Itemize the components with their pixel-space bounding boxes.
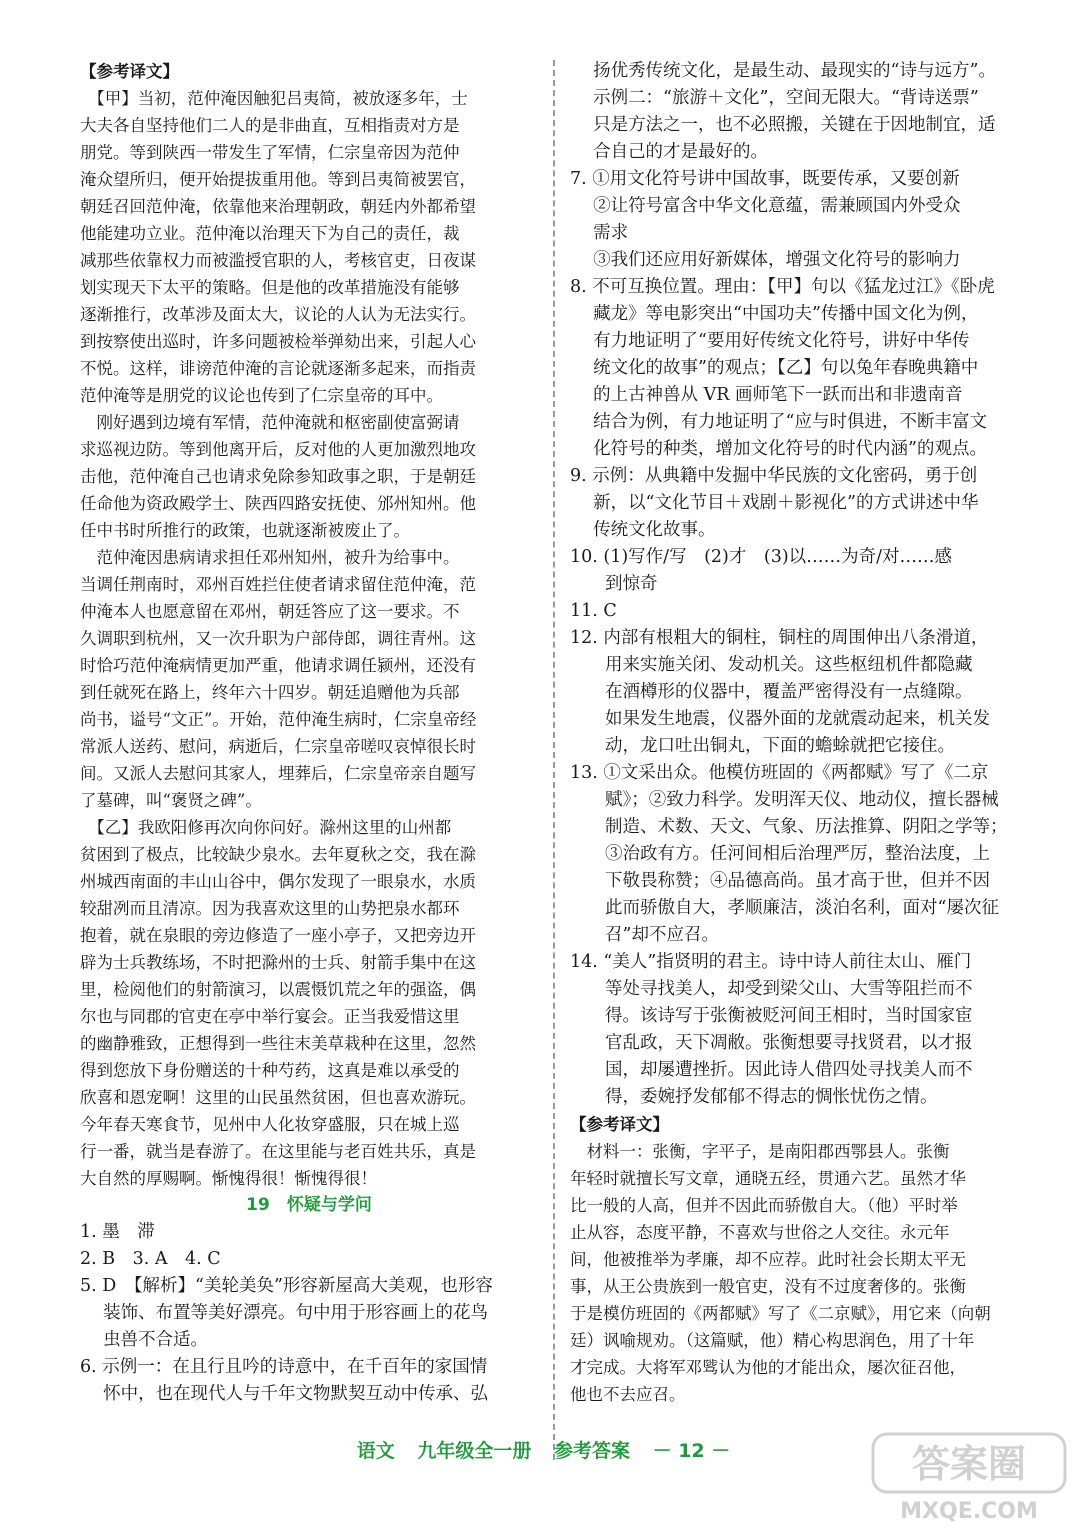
text-line: 求巡视边防。等到他离开后，反对他的人更加激烈地攻 bbox=[80, 440, 476, 459]
text-line: 比一般的人高，但并不因此而骄傲自大。（他）平时举 bbox=[570, 1196, 958, 1215]
text-line: 范仲淹等是朋党的议论也传到了仁宗皇帝的耳中。 bbox=[80, 386, 443, 405]
text-line: 5. D 【解析】“美轮美奂”形容新屋高大美观，也形容 bbox=[80, 1276, 493, 1296]
left-column bbox=[80, 58, 538, 1408]
footer-grade: 九年级全一册 bbox=[417, 1440, 532, 1462]
footer-label: 参考答案 bbox=[553, 1440, 630, 1462]
text-line: 2. B 3. A 4. C bbox=[80, 1249, 221, 1269]
text-line: 13. ①文采出众。他模仿班固的《两都赋》写了《二京 bbox=[570, 763, 989, 783]
section-header: 【参考译文】 bbox=[80, 62, 179, 81]
text-line: 用来实施关闭、发动机关。这些枢纽机件都隐藏 bbox=[570, 655, 973, 675]
text-line: 装饰、布置等美好漂亮。句中用于形容画上的花鸟 bbox=[80, 1303, 489, 1323]
text-line: 任中书时所推行的政策，也就逐渐被废止了。 bbox=[80, 521, 410, 540]
text-line: 朋党。等到陕西一带发生了军情，仁宗皇帝因为范仲 bbox=[80, 143, 460, 162]
text-line: 传统文化故事。 bbox=[570, 520, 716, 540]
text-line: 才完成。大将军邓骘认为他的才能出众，屡次征召他， bbox=[570, 1358, 966, 1377]
watermark-brand: 答案圈 bbox=[911, 1442, 1027, 1486]
text-line: 间，他被推举为孝廉，却不应荐。此时社会长期太平无 bbox=[570, 1250, 966, 1269]
text-line: 尚书，谥号“文正”。开始，范仲淹生病时，仁宗皇帝经 bbox=[80, 710, 477, 729]
text-line: 11. C bbox=[570, 601, 617, 621]
text-line: 他也不去应召。 bbox=[570, 1385, 686, 1404]
text-line: 常派人送药、慰问，病逝后，仁宗皇帝嗟叹哀悼很长时 bbox=[80, 737, 476, 756]
text-line: 此而骄傲自大，孝顺廉洁，淡泊名利，面对“屡次征 bbox=[570, 898, 999, 918]
text-line: ③治政有方。任河间相后治理严厉，整治法度，上 bbox=[570, 844, 990, 864]
text-line: 14. “美人”指贤明的君主。诗中诗人前往太山、雁门 bbox=[570, 952, 972, 972]
text-line: 不悦。这样，诽谤范仲淹的言论就逐渐多起来，而指责 bbox=[80, 359, 476, 378]
text-line: 扬优秀传统文化，是最生动、最现实的“诗与远方”。 bbox=[570, 61, 996, 81]
right-column bbox=[570, 58, 1028, 1408]
text-line: 到按察使出巡时，许多问题被检举弹劾出来，引起人心 bbox=[80, 332, 476, 351]
text-line: 化符号的种类，增加文化符号的时代内涵”的观点。 bbox=[570, 439, 988, 459]
text-line: 官乱政，天下凋敝。张衡想要寻找贤君，以才报 bbox=[570, 1033, 973, 1053]
text-line: 里，检阅他们的射箭演习，以震慑饥荒之年的强盗，偶 bbox=[80, 980, 476, 999]
footer-subject: 语文 bbox=[356, 1440, 395, 1462]
text-line: 范仲淹因患病请求担任邓州知州，被升为给事中。 bbox=[80, 548, 460, 567]
text-line: 大夫各自坚持他们二人的是非曲直，互相指责对方是 bbox=[80, 116, 460, 135]
text-line: 廷）讽喻规劝。（这篇赋，他）精心构思润色，用了十年 bbox=[570, 1331, 975, 1350]
text-line: 怀中，也在现代人与千年文物默契互动中传承、弘 bbox=[80, 1384, 489, 1404]
text-line: 到任就死在路上，终年六十四岁。朝廷追赠他为兵部 bbox=[80, 683, 460, 702]
column-divider bbox=[553, 60, 555, 1460]
watermark-logo bbox=[869, 1430, 1069, 1526]
text-line: 8. 不可互换位置。理由：【甲】句以《猛龙过江》《卧虎 bbox=[570, 277, 995, 297]
text-line: 间。又派人去慰问其家人，埋葬后，仁宗皇帝亲自题写 bbox=[80, 764, 476, 783]
text-line: 淹众望所归，便开始提拔重用他。等到吕夷简被罢官， bbox=[80, 170, 476, 189]
text-line: 今年春天寒食节，见州中人化妆穿盛服，只在城上巡 bbox=[80, 1115, 460, 1134]
text-line: 较甜冽而且清凉。因为我喜欢这里的山势把泉水都环 bbox=[80, 899, 460, 918]
text-line: 1. 墨 滞 bbox=[80, 1222, 155, 1242]
text-line: ②让符号富含中华文化意蕴，需兼顾国内外受众 bbox=[570, 196, 961, 216]
text-line: 于是模仿班固的《两都赋》写了《二京赋》，用它来（向朝 bbox=[570, 1304, 991, 1323]
text-line: 下敬畏称赞；④品德高尚。虽才高于世，但并不因 bbox=[570, 871, 990, 891]
text-line: 结合为例，有力地证明了“应与时俱进，不断丰富文 bbox=[570, 412, 988, 432]
text-line: 的幽静雅致，正想得到一些往末美草栽种在这里，忽然 bbox=[80, 1034, 476, 1053]
text-line: ③我们还应用好新媒体，增强文化符号的影响力 bbox=[570, 250, 961, 270]
text-line: 只是方法之一，也不必照搬，关键在于因地制宜，适 bbox=[570, 115, 996, 135]
text-line: 召”却不应召。 bbox=[570, 925, 719, 945]
text-line: 任命他为资政殿学士、陕西四路安抚使、邠州知州。他 bbox=[80, 494, 476, 513]
text-line: 仲淹本人也愿意留在邓州，朝廷答应了这一要求。不 bbox=[80, 602, 460, 621]
text-line: 刚好遇到边境有军情，范仲淹就和枢密副使富弼请 bbox=[80, 413, 460, 432]
text-line: 制造、术数、天文、气象、历法推算、阴阳之学等； bbox=[570, 817, 1008, 837]
text-line: 新，以“文化节目＋戏剧＋影视化”的方式讲述中华 bbox=[570, 493, 979, 513]
text-line: 12. 内部有根粗大的铜柱，铜柱的周围伸出八条滑道， bbox=[570, 628, 989, 648]
text-line: 事，从王公贵族到一般官吏，没有不过度奢侈的。张衡 bbox=[570, 1277, 966, 1296]
text-line: 得到您放下身份赠送的十种芍药，这真是难以承受的 bbox=[80, 1061, 460, 1080]
text-line: 7. ①用文化符号讲中国故事，既要传承，又要创新 bbox=[570, 169, 960, 189]
text-line: 在酒樽形的仪器中，覆盖严密得没有一点缝隙。 bbox=[570, 682, 973, 702]
text-line: 合自己的才是最好的。 bbox=[570, 142, 769, 162]
text-line: 【甲】当初，范仲淹因触犯吕夷简，被放逐多年，士 bbox=[80, 89, 468, 108]
text-line: 划实现天下太平的策略。但是他的改革措施没有能够 bbox=[80, 278, 460, 297]
text-line: 贫困到了极点，比较缺少泉水。去年夏秋之交，我在滁 bbox=[80, 845, 476, 864]
text-line: 【乙】我欧阳修再次向你问好。滁州这里的山州都 bbox=[80, 818, 452, 837]
watermark-url: MXQE.COM bbox=[900, 1499, 1038, 1524]
text-line: 止从容，态度平静，不喜欢与世俗之人交往。永元年 bbox=[570, 1223, 950, 1242]
text-line: 大自然的厚赐啊。惭愧得很！惭愧得很！ bbox=[80, 1169, 377, 1188]
text-line: 辟为士兵教练场，不时把滁州的士兵、射箭手集中在这 bbox=[80, 953, 476, 972]
text-line: 如果发生地震，仪器外面的龙就震动起来，机关发 bbox=[570, 709, 990, 729]
text-line: 赋》；②致力科学。发明浑天仪、地动仪，擅长器械 bbox=[570, 790, 999, 810]
text-line: 虫兽不合适。 bbox=[80, 1330, 209, 1350]
text-line: 抱着，就在泉眼的旁边修造了一座小亭子，又把旁边开 bbox=[80, 926, 476, 945]
text-line: 了墓碑，叫“褒贤之碑”。 bbox=[80, 791, 262, 810]
text-line: 藏龙》等电影突出“中国功夫”传播中国文化为例， bbox=[570, 304, 979, 324]
text-line: 他能建功立业。范仲淹以治理天下为自己的责任，裁 bbox=[80, 224, 460, 243]
text-line: 年轻时就擅长写文章，通晓五经，贯通六艺。虽然才华 bbox=[570, 1169, 966, 1188]
text-line: 州城西南面的丰山山谷中，偶尔发现了一眼泉水，水质 bbox=[80, 872, 476, 891]
text-line: 逐渐推行，改革涉及面太大，议论的人认为无法实行。 bbox=[80, 305, 476, 324]
text-line: 材料一：张衡，字平子，是南阳郡西鄂县人。张衡 bbox=[570, 1142, 950, 1161]
text-line: 动，龙口吐出铜丸，下面的蟾蜍就把它接住。 bbox=[570, 736, 955, 756]
text-line: 统文化的故事”的观点；【乙】句以兔年春晚典籍中 bbox=[570, 358, 979, 378]
text-line: 朝廷召回范仲淹，依靠他来治理朝政，朝廷内外都希望 bbox=[80, 197, 476, 216]
footer-page-number: － 12 － bbox=[652, 1440, 731, 1462]
text-line: 国，却屡遭挫折。因此诗人借四处寻找美人而不 bbox=[570, 1060, 973, 1080]
text-line: 时恰巧范仲淹病情更加严重，他请求调任颍州，还没有 bbox=[80, 656, 476, 675]
text-line: 得。该诗写于张衡被贬河间王相时，当时国家宦 bbox=[570, 1006, 973, 1026]
text-line: 到惊奇 bbox=[570, 574, 658, 594]
text-line: 10. (1)写作/写 (2)才 (3)以……为奇/对……感 bbox=[570, 547, 953, 567]
text-line: 得，委婉抒发郁郁不得志的惆怅忧伤之情。 bbox=[570, 1087, 938, 1107]
text-line: 久调职到杭州，又一次升职为户部侍郎，调往青州。这 bbox=[80, 629, 476, 648]
text-line: 击他，范仲淹自己也请求免除参知政事之职，于是朝廷 bbox=[80, 467, 476, 486]
text-line: 6. 示例一：在且行且吟的诗意中，在千百年的家国情 bbox=[80, 1357, 488, 1377]
text-line: 示例二：“旅游＋文化”，空间无限大。“背诗送票” bbox=[570, 88, 979, 108]
text-line: 9. 示例：从典籍中发掘中华民族的文化密码，勇于创 bbox=[570, 466, 978, 486]
section-header: 【参考译文】 bbox=[570, 1115, 669, 1134]
text-line: 减那些依靠权力而被滥授官职的人，考核官吏，日夜谋 bbox=[80, 251, 476, 270]
text-line: 尔也与同郡的官吏在亭中举行宴会。正当我爱惜这里 bbox=[80, 1007, 460, 1026]
text-line: 当调任荆南时，邓州百姓拦住使者请求留住范仲淹，范 bbox=[80, 575, 476, 594]
text-line: 需求 bbox=[570, 223, 629, 243]
lesson-title: 19 怀疑与学问 bbox=[246, 1195, 372, 1215]
text-line: 等处寻找美人，却受到梁父山、大雪等阻拦而不 bbox=[570, 979, 973, 999]
text-line: 行一番，就当是春游了。在这里能与老百姓共乐，真是 bbox=[80, 1142, 476, 1161]
text-line: 欣喜和恩宠啊！这里的山民虽然贫困，但也喜欢游玩。 bbox=[80, 1088, 476, 1107]
text-line: 的上古神兽从 VR 画师笔下一跃而出和非遗南音 bbox=[570, 385, 963, 405]
text-line: 有力地证明了“要用好传统文化符号，讲好中华传 bbox=[570, 331, 970, 351]
